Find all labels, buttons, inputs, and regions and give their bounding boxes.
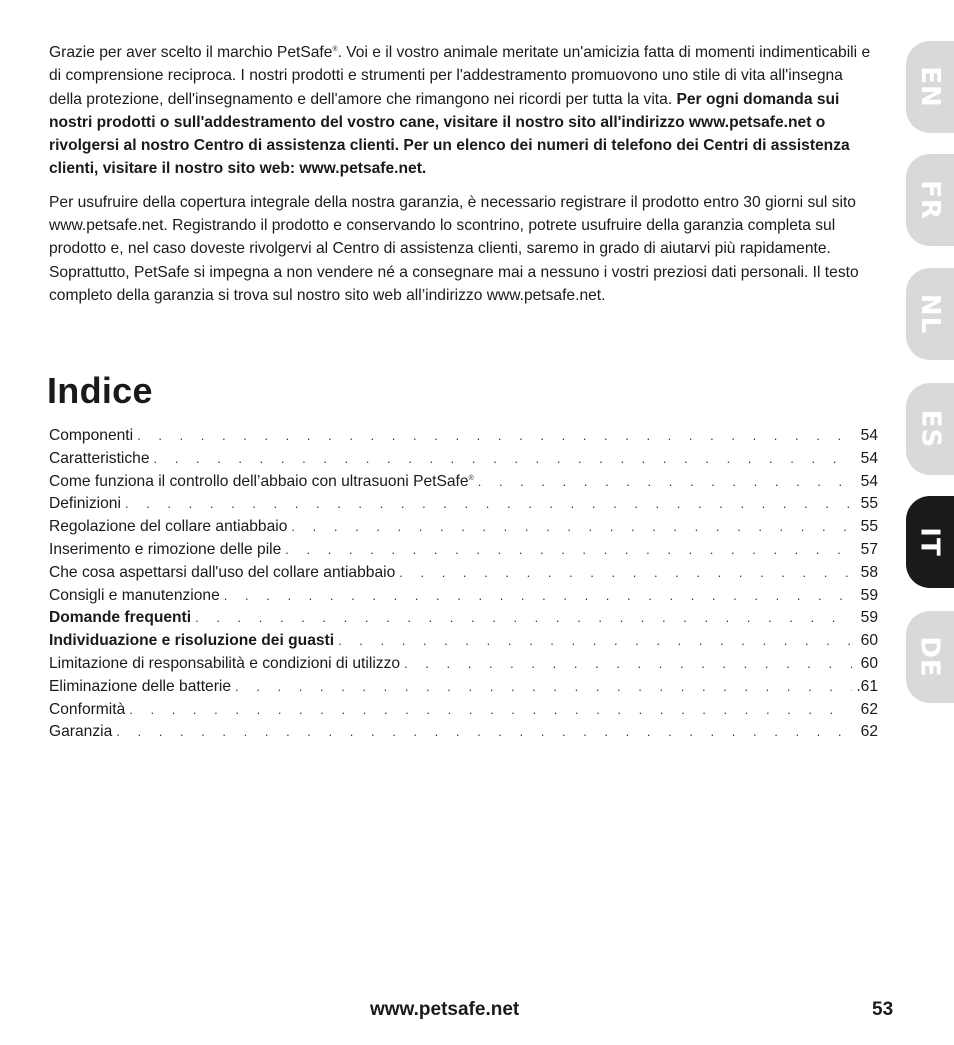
- tab-es[interactable]: [906, 383, 954, 475]
- tab-nl[interactable]: [906, 268, 954, 360]
- toc-label: Eliminazione delle batterie: [49, 677, 232, 695]
- tab-label: DE: [915, 636, 945, 678]
- toc-leader-dots: [129, 699, 852, 722]
- toc-item: [49, 653, 878, 676]
- toc-item: [49, 425, 878, 448]
- toc-item: [49, 630, 878, 653]
- toc-leader-dots: [154, 448, 852, 471]
- toc-item: [49, 585, 878, 608]
- tab-label: EN: [915, 66, 945, 108]
- tab-fr[interactable]: [906, 154, 954, 246]
- toc-label: Domande frequenti: [49, 609, 192, 627]
- toc-label: Che cosa aspettarsi dall'uso del collare antiabbaio: [49, 563, 396, 581]
- tab-label: ES: [915, 409, 945, 449]
- toc-leader-dots: [291, 516, 852, 539]
- toc-label: Conformità: [49, 700, 126, 718]
- toc-label: Consigli e manutenzione: [49, 586, 220, 604]
- toc-leader-dots: [195, 607, 852, 630]
- toc-leader-dots: [399, 562, 852, 585]
- toc-page: 58: [860, 563, 878, 581]
- toc-label: Regolazione del collare antiabbaio: [49, 518, 288, 536]
- toc-label: Individuazione e risoluzione dei guasti: [49, 632, 335, 650]
- page-number: 53: [872, 999, 894, 1020]
- tab-it[interactable]: [906, 496, 954, 588]
- toc-page: 59: [860, 586, 878, 604]
- toc-item: [49, 516, 878, 539]
- toc-label: Componenti: [49, 427, 134, 444]
- toc-label: Caratteristiche: [49, 449, 150, 467]
- toc-label: Definizioni: [49, 495, 121, 513]
- toc-leader-dots: [404, 653, 852, 676]
- toc-page: 54: [860, 449, 878, 467]
- registered-mark: ®: [332, 46, 338, 53]
- toc-label-wrap: [49, 471, 474, 494]
- intro-text-middle: . Voi e il vostro animale meritate un'amicizia fatta di momenti indimenticabili e di comprensione reciproca. I nostri prodotti e strumenti per l'addestramento promuovono uno stile di vita all'insegna della protezione, dell'insegnamento e dell'amore che rimangono nei ricordi per tutta la vita.: [49, 44, 871, 108]
- toc-item: [49, 607, 878, 630]
- toc-page: 60: [860, 632, 878, 650]
- tab-en[interactable]: [906, 41, 954, 133]
- tab-label: NL: [914, 293, 945, 335]
- toc-leader-dots: [235, 676, 852, 699]
- toc-page: 57: [860, 540, 878, 558]
- toc-page: 60: [860, 654, 878, 672]
- toc-item: [49, 721, 878, 744]
- toc-page: 59: [860, 609, 878, 627]
- intro-section: [49, 41, 879, 307]
- toc-item: [49, 448, 878, 471]
- toc-page: 62: [860, 700, 878, 718]
- toc-page: .61: [856, 677, 878, 695]
- table-of-contents: [49, 425, 878, 744]
- toc-leader-dots: [125, 493, 852, 516]
- tab-label: IT: [914, 527, 945, 557]
- toc-item: [49, 676, 878, 699]
- toc-page: 55: [860, 518, 878, 536]
- intro-paragraph-1: [49, 41, 879, 181]
- footer-url: www.petsafe.net: [370, 999, 520, 1020]
- toc-label: Come funziona il controllo dell’abbaio con ultrasuoni PetSafe: [49, 472, 469, 490]
- page-title: Indice: [47, 370, 153, 411]
- tab-label: FR: [915, 180, 945, 220]
- intro-contact-bold: Per ogni domanda sui nostri prodotti o sull'addestramento del vostro cane, visitare il nostro sito all'indirizzo www.petsafe.net o rivolgersi al nostro Centro di assistenza clienti. Per un elenco dei numeri di telefono dei Centri di assistenza clienti, visitare il nostro sito web: www.petsafe.net.: [49, 90, 850, 178]
- toc-label: Limitazione di responsabilità e condizioni di utilizzo: [49, 654, 401, 672]
- toc-item: [49, 539, 878, 562]
- toc-page: 54: [860, 427, 878, 444]
- toc-leader-dots: [116, 721, 852, 744]
- toc-label: Inserimento e rimozione delle pile: [49, 540, 282, 558]
- toc-leader-dots: [137, 425, 852, 448]
- toc-page: 62: [860, 723, 878, 741]
- toc-item: [49, 562, 878, 585]
- warranty-paragraph: Per usufruire della copertura integrale della nostra garanzia, è necessario registrare il prodotto entro 30 giorni sul sito www.petsafe.net. Registrando il prodotto e conservando lo scontrino, potrete usufruire della garanzia completa sul prodotto e, nel caso doveste rivolgervi al Centro di assistenza clienti, saremo in grado di aiutarvi più rapidamente. Soprattutto, PetSafe si impegna a non vendere né a consegnare mai a nessuno i vostri preziosi dati personali. Il testo completo della garanzia si trova sul nostro sito web all’indirizzo www.petsafe.net.: [49, 193, 859, 304]
- toc-item: [49, 471, 878, 494]
- toc-page: 54: [860, 472, 878, 490]
- toc-label: Garanzia: [49, 723, 113, 741]
- intro-text-start: Grazie per aver scelto il marchio PetSafe: [49, 44, 333, 61]
- toc-leader-dots: [478, 471, 852, 494]
- toc-leader-dots: [285, 539, 852, 562]
- toc-item: [49, 493, 878, 516]
- tab-de[interactable]: [906, 611, 954, 703]
- toc-page: 55: [860, 495, 878, 513]
- toc-leader-dots: [338, 630, 852, 653]
- registered-mark: ®: [468, 474, 474, 482]
- toc-item: [49, 699, 878, 722]
- toc-leader-dots: [224, 585, 852, 608]
